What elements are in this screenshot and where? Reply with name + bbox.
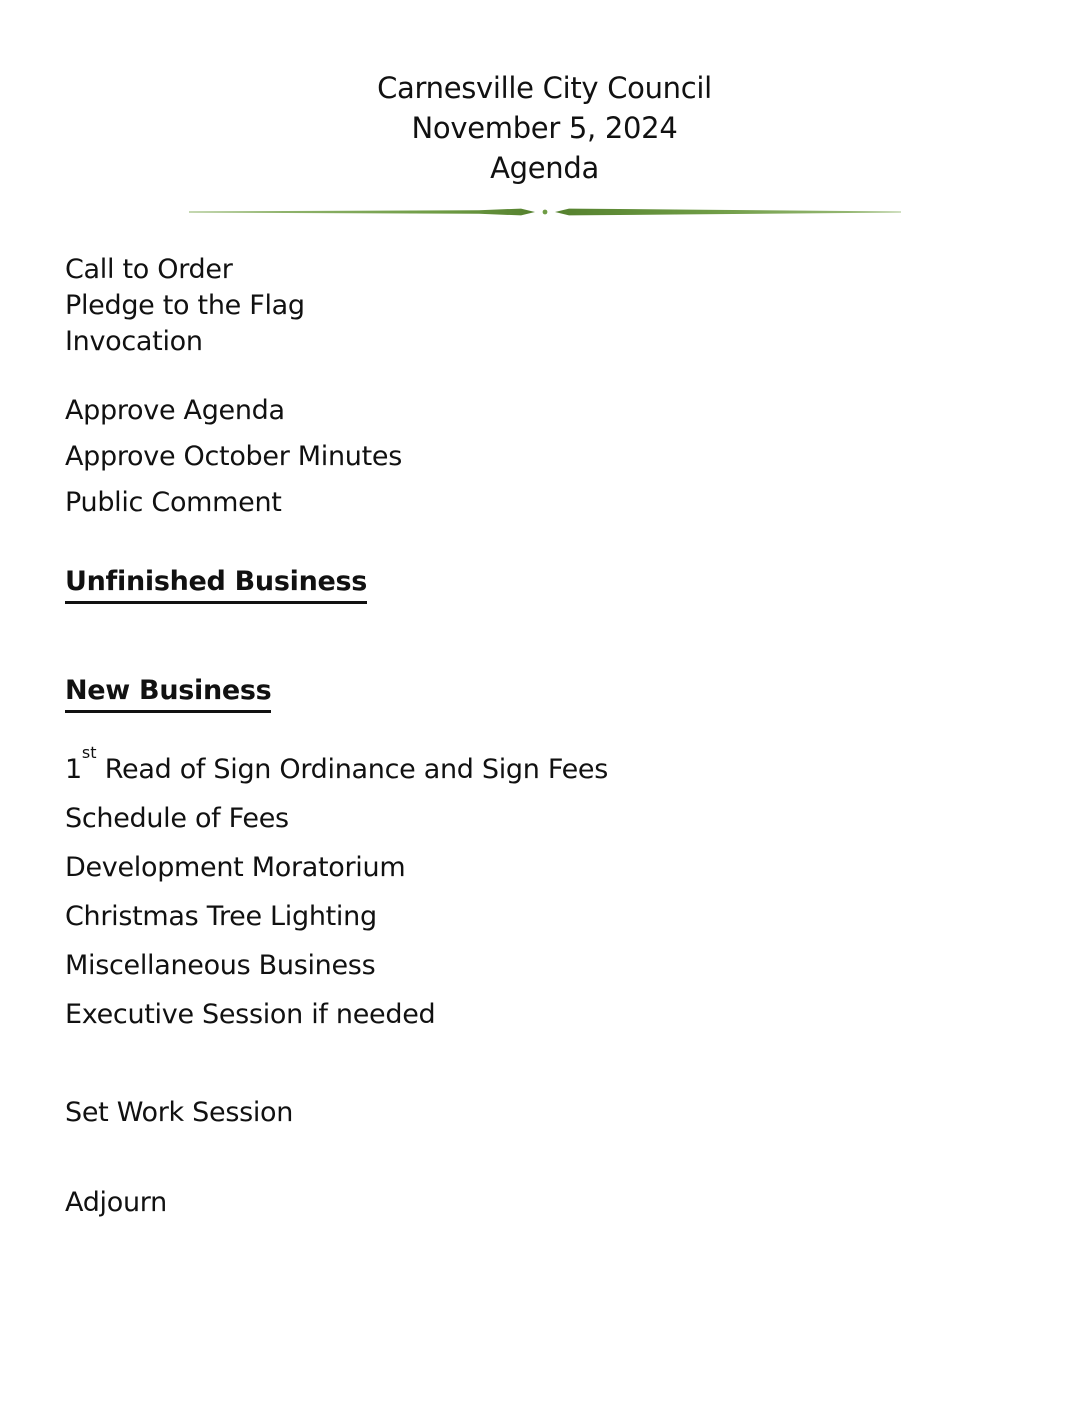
agenda-item-executive-session: Executive Session if needed (65, 999, 436, 1030)
agenda-item-invocation: Invocation (65, 326, 203, 357)
divider-graphic (189, 205, 901, 219)
document-header (65, 68, 1024, 188)
ordinal-number: 1 (65, 754, 82, 785)
agenda-item-development-moratorium: Development Moratorium (65, 852, 406, 883)
agenda-body (65, 252, 1024, 1221)
agenda-item-sign-ordinance-text: Read of Sign Ordinance and Sign Fees (96, 754, 609, 785)
agenda-item-schedule-of-fees: Schedule of Fees (65, 803, 289, 834)
divider-right-flourish (555, 209, 901, 216)
section-heading-new-business (65, 673, 1024, 713)
agenda-item-christmas-tree-lighting: Christmas Tree Lighting (65, 901, 377, 932)
agenda-item-sign-ordinance-first-read (65, 745, 1024, 788)
agenda-item-miscellaneous-business: Miscellaneous Business (65, 950, 376, 981)
agenda-item-adjourn: Adjourn (65, 1187, 167, 1218)
agenda-item-set-work-session: Set Work Session (65, 1097, 294, 1128)
ordinal-suffix: st (81, 743, 97, 762)
agenda-item-call-to-order: Call to Order (65, 254, 233, 285)
title-organization: Carnesville City Council (377, 71, 712, 105)
agenda-item-approve-october-minutes: Approve October Minutes (65, 441, 402, 472)
section-heading-unfinished-business-label: Unfinished Business (65, 564, 367, 604)
divider-center-dot (542, 210, 547, 215)
agenda-item-public-comment: Public Comment (65, 487, 282, 518)
decorative-divider (189, 204, 901, 218)
section-heading-new-business-label: New Business (65, 673, 271, 713)
title-doc-type: Agenda (490, 151, 599, 185)
agenda-item-approve-agenda: Approve Agenda (65, 395, 285, 426)
section-heading-unfinished-business (65, 564, 1024, 604)
divider-left-flourish (189, 209, 535, 216)
agenda-item-pledge: Pledge to the Flag (65, 290, 305, 321)
title-date: November 5, 2024 (411, 111, 678, 145)
